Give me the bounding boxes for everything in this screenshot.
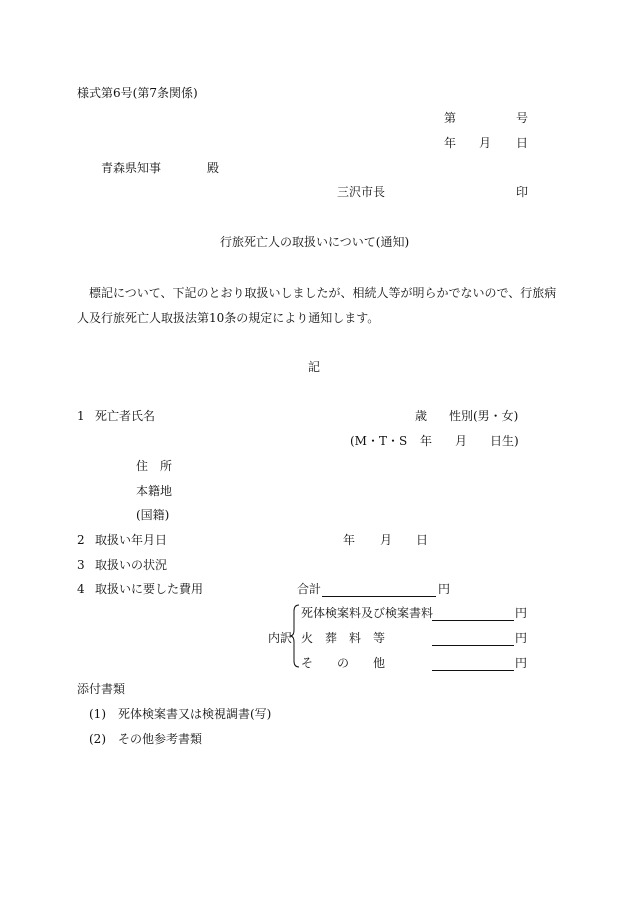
item-1-label: 死亡者氏名 xyxy=(95,409,156,423)
date-month-label: 月 xyxy=(479,136,492,150)
date-day-label: 日 xyxy=(516,136,529,150)
domicile-label: 本籍地 xyxy=(136,484,173,498)
item-4-label: 取扱いに要した費用 xyxy=(95,582,204,596)
cost-2-yen: 円 xyxy=(515,631,528,645)
total-yen: 円 xyxy=(438,582,451,596)
cost-2-label: 火 葬 料 等 xyxy=(301,631,386,645)
item-2-label: 取扱い年月日 xyxy=(95,533,168,547)
document-title: 行旅死亡人の取扱いについて(通知) xyxy=(220,235,410,249)
cost-3-label: そ の 他 xyxy=(301,656,386,670)
attachment-1-number: (1) xyxy=(89,707,106,721)
handling-month-label: 月 xyxy=(380,533,393,547)
cost-3-yen: 円 xyxy=(515,656,528,670)
cost-1-underline xyxy=(432,620,514,621)
addressee-honorific: 殿 xyxy=(207,161,220,175)
address-label: 住 所 xyxy=(136,459,173,473)
attachments-heading: 添付書類 xyxy=(77,682,126,696)
attachment-2-label: その他参考書類 xyxy=(118,732,203,746)
document-number-suffix: 号 xyxy=(516,111,529,125)
item-3-number: 3 xyxy=(77,558,85,572)
body-text-line-2: 人及行旅死亡人取扱法第10条の規定により通知します。 xyxy=(77,311,380,325)
date-year-label: 年 xyxy=(444,136,457,150)
total-label: 合計 xyxy=(297,582,322,596)
item-3-label: 取扱いの状況 xyxy=(95,558,168,572)
body-text-line-1: 標記について、下記のとおり取扱いしましたが、相続人等が明らかでないので、行旅病 xyxy=(89,286,557,300)
sex-label: 性別(男・女) xyxy=(449,409,519,423)
cost-1-yen: 円 xyxy=(515,606,528,620)
sender: 三沢市長 xyxy=(337,185,386,199)
breakdown-label: 内訳 xyxy=(268,631,293,645)
birth-day-label: 日生) xyxy=(490,434,519,448)
attachment-2-number: (2) xyxy=(89,732,106,746)
birth-month-label: 月 xyxy=(455,434,468,448)
form-number: 様式第6号(第7条関係) xyxy=(77,86,198,100)
seal-mark: 印 xyxy=(516,185,529,199)
cost-3-underline xyxy=(432,670,514,671)
item-4-number: 4 xyxy=(77,582,85,596)
brace-icon xyxy=(290,604,300,668)
age-label: 歳 xyxy=(415,409,428,423)
attachment-1-label: 死体検案書又は検視調書(写) xyxy=(118,707,272,721)
era-label: (M・T・S xyxy=(350,434,408,448)
birth-year-label: 年 xyxy=(420,434,433,448)
item-2-number: 2 xyxy=(77,533,85,547)
ki-heading: 記 xyxy=(308,360,321,374)
addressee: 青森県知事 xyxy=(101,161,162,175)
cost-1-label: 死体検案料及び検案書料 xyxy=(301,606,434,620)
total-underline xyxy=(322,596,436,597)
nationality-label: (国籍) xyxy=(136,508,170,522)
handling-day-label: 日 xyxy=(416,533,429,547)
document-number-label: 第 xyxy=(444,111,457,125)
item-1-number: 1 xyxy=(77,409,85,423)
cost-2-underline xyxy=(432,645,514,646)
handling-year-label: 年 xyxy=(343,533,356,547)
